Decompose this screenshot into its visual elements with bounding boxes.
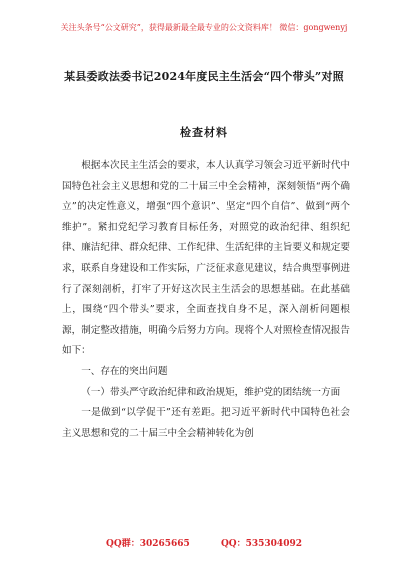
paragraph-point-one: 一是做到“以学促干”还有差距。把习近平新时代中国特色社会主义思想和党的二十届三中全会精神转化为创 <box>62 407 350 439</box>
paragraph-intro: 根据本次民主生活会的要求，本人认真学习领会习近平新时代中国特色社会主义思想和党的二十届三中全会精神，深刻领悟“两个确立”的决定性意义，增强“四个意识”、坚定“四个自信”、做到“两个维护”。紧扣党纪学习教育目标任务，对照党的政治纪律、组织纪律、廉洁纪律、群众纪律、工作纪律、生活纪律的主旨要义和规定要求，联系自身建设和工作实际，广泛征求意见建议，结合典型事例进行了深刻剖析，打牢了开好这次民主生活会的思想基础。在此基础上，围绕“四个带头”要求，全面查找自身不足，深入剖析问题根源，制定整改措施，明确今后努力方向。现将个人对照检查情况报告如下： <box>62 160 350 357</box>
document-subtitle: 检查材料 <box>180 126 228 139</box>
section-heading: 一、存在的突出问题 <box>81 365 168 377</box>
footer-qq-group: QQ群：30265665 <box>106 539 190 549</box>
subsection-heading: （一）带头严守政治纪律和政治规矩，维护党的团结统一方面 <box>81 386 341 398</box>
document-body <box>62 156 350 444</box>
footer-banner <box>0 536 408 549</box>
footer-qq-contact: QQ：535304092 <box>220 539 302 549</box>
header-banner: 关注头条号“公文研究”，获得最新最全最专业的公文资料库！ 微信：gongwenyj <box>60 23 348 32</box>
document-title: 某县委政法委书记2024年度民主生活会“四个带头”对照 <box>64 70 344 83</box>
